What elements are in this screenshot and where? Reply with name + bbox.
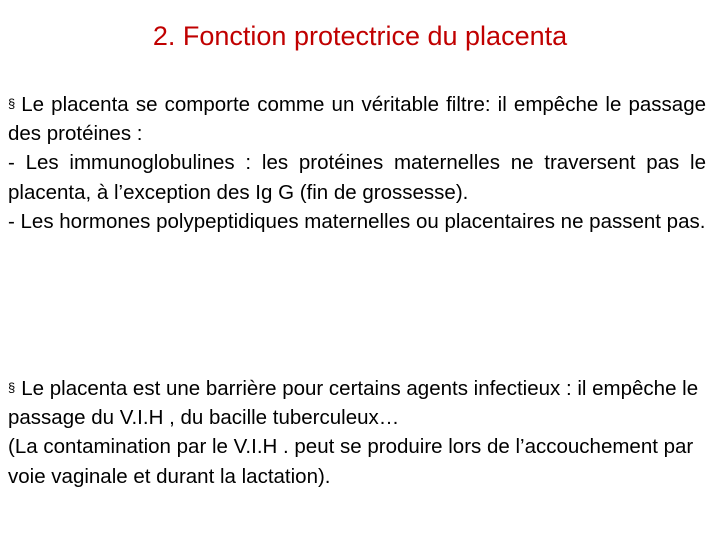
section-filter-intro-text: Le placenta se comporte comme un véritable filtre: il empêche le passage des protéines : [8,93,706,146]
contamination-note: (La contamination par le V.I.H . peut se produire lors de l’accouchement par voie vaginale et durant la lactation). [8,435,694,488]
section-barrier [8,373,706,491]
bullet-marker: § [8,380,16,395]
slide-title: 2. Fonction protectrice du placenta [152,21,568,51]
hormones-item: - Les hormones polypeptidiques maternelles ou placentaires ne passent pas. [8,209,706,233]
section-barrier-intro [8,373,706,432]
section-filter [8,89,706,236]
section-filter-intro [8,89,706,148]
immunoglobulins-item: - Les immunoglobulines : les protéines maternelles ne traversent pas le placenta, à l’exception des Ig G (fin de grossesse). [8,151,706,204]
section-barrier-intro-text: Le placenta est une barrière pour certains agents infectieux : il empêche le passage du V.I.H , du bacille tuberculeux… [8,377,699,430]
bullet-marker: § [8,96,16,111]
